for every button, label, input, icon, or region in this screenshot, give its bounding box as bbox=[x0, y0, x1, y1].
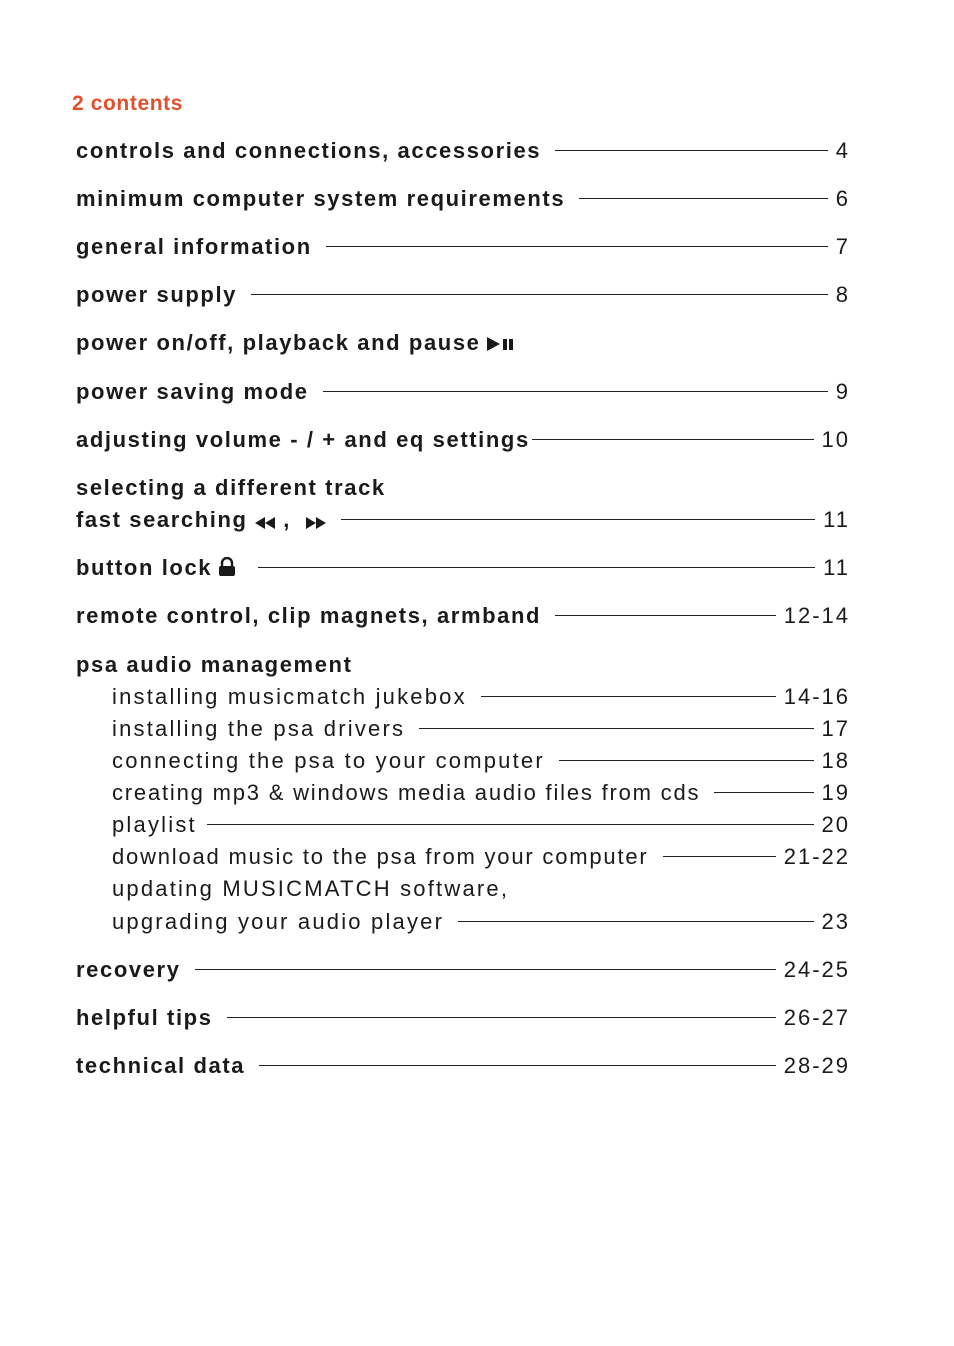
toc-leader-line bbox=[579, 198, 828, 199]
toc-leader-line bbox=[227, 1017, 776, 1018]
toc-leader-line bbox=[555, 150, 828, 151]
lock-icon bbox=[218, 557, 236, 577]
toc-subentry[interactable] bbox=[76, 838, 850, 870]
toc-entry[interactable] bbox=[76, 373, 850, 405]
toc-entry[interactable] bbox=[76, 180, 850, 212]
toc-entry[interactable] bbox=[76, 1047, 850, 1079]
toc-entry[interactable] bbox=[76, 549, 850, 581]
toc-entry-label: power supply bbox=[76, 282, 237, 307]
play-pause-icon bbox=[487, 336, 517, 352]
toc-entry[interactable] bbox=[76, 646, 850, 678]
toc-entry-text: button lock bbox=[76, 555, 213, 580]
toc-subentry[interactable] bbox=[76, 678, 850, 710]
toc-entry-text: fast searching bbox=[76, 507, 248, 532]
toc-entry-label: connecting the psa to your computer bbox=[112, 748, 545, 773]
toc-subentry[interactable] bbox=[76, 870, 850, 902]
toc-entry-label bbox=[76, 330, 517, 356]
toc-subentry[interactable] bbox=[76, 742, 850, 774]
toc-entry[interactable] bbox=[76, 132, 850, 164]
toc-entry-label bbox=[76, 555, 236, 581]
toc-leader-line bbox=[323, 391, 828, 392]
toc-entry-label: psa audio management bbox=[76, 652, 353, 677]
toc-entry-label: playlist bbox=[112, 812, 197, 837]
toc-entry-page: 20 bbox=[821, 812, 850, 837]
toc-leader-line bbox=[532, 439, 814, 440]
toc-leader-line bbox=[559, 760, 814, 761]
toc-leader-line bbox=[419, 728, 813, 729]
toc-entry-label: general information bbox=[76, 234, 312, 259]
toc-entry-label bbox=[76, 507, 327, 533]
toc-entry[interactable] bbox=[76, 501, 850, 533]
toc-leader-line bbox=[481, 696, 776, 697]
toc-entry-label: creating mp3 & windows media audio files from cds bbox=[112, 780, 701, 805]
separator-comma: , bbox=[275, 507, 299, 532]
fast-forward-icon bbox=[305, 517, 327, 529]
toc-entry[interactable] bbox=[76, 324, 850, 356]
toc-entry-page: 26-27 bbox=[783, 1005, 850, 1030]
toc-entry[interactable] bbox=[76, 469, 850, 501]
toc-entry-label: updating MUSICMATCH software, bbox=[112, 876, 510, 901]
toc-entry-label: power saving mode bbox=[76, 379, 309, 404]
toc-entry-label: minimum computer system requirements bbox=[76, 186, 566, 211]
toc-leader-line bbox=[258, 567, 815, 568]
toc-entry-label: selecting a different track bbox=[76, 475, 386, 500]
toc-entry-page: 24-25 bbox=[783, 957, 850, 982]
toc-leader-line bbox=[341, 519, 815, 520]
toc-subentry[interactable] bbox=[76, 903, 850, 935]
toc-entry-label: recovery bbox=[76, 957, 181, 982]
toc-entry-page: 28-29 bbox=[783, 1053, 850, 1078]
toc-entry-page: 6 bbox=[835, 186, 850, 211]
table-of-contents bbox=[76, 0, 850, 1346]
toc-entry-page: 12-14 bbox=[783, 603, 850, 628]
toc-subentry[interactable] bbox=[76, 774, 850, 806]
toc-entry[interactable] bbox=[76, 951, 850, 983]
toc-entry-page: 4 bbox=[835, 138, 850, 163]
toc-leader-line bbox=[207, 824, 814, 825]
toc-leader-line bbox=[458, 921, 813, 922]
toc-leader-line bbox=[251, 294, 828, 295]
toc-entry-page: 11 bbox=[823, 507, 850, 532]
toc-leader-line bbox=[663, 856, 776, 857]
toc-entry-page: 18 bbox=[821, 748, 850, 773]
toc-entry-label: installing the psa drivers bbox=[112, 716, 406, 741]
toc-leader-line bbox=[714, 792, 813, 793]
toc-entry-label: controls and connections, accessories bbox=[76, 138, 542, 163]
toc-entry[interactable] bbox=[76, 276, 850, 308]
toc-subentry[interactable] bbox=[76, 710, 850, 742]
toc-entry-page: 7 bbox=[835, 234, 850, 259]
toc-entry-page: 17 bbox=[821, 716, 850, 741]
toc-entry-page: 21-22 bbox=[783, 844, 850, 869]
toc-entry-label: technical data bbox=[76, 1053, 246, 1078]
toc-entry-text: power on/off, playback and pause bbox=[76, 330, 481, 355]
toc-entry-label: download music to the psa from your computer bbox=[112, 844, 649, 869]
toc-entry-label: adjusting volume - / + and eq settings bbox=[76, 427, 530, 452]
toc-subentry[interactable] bbox=[76, 806, 850, 838]
toc-entry[interactable] bbox=[76, 999, 850, 1031]
page-title: 2 contents bbox=[72, 92, 184, 115]
toc-entry-page: 14-16 bbox=[783, 684, 850, 709]
toc-leader-line bbox=[326, 246, 828, 247]
toc-entry-page: 10 bbox=[821, 427, 850, 452]
toc-entry-page: 11 bbox=[823, 555, 850, 580]
toc-entry[interactable] bbox=[76, 597, 850, 629]
toc-entry-page: 9 bbox=[835, 379, 850, 404]
toc-entry-page: 23 bbox=[821, 909, 850, 934]
toc-leader-line bbox=[259, 1065, 776, 1066]
toc-entry-label: remote control, clip magnets, armband bbox=[76, 603, 542, 628]
toc-entry[interactable] bbox=[76, 421, 850, 453]
toc-leader-line bbox=[555, 615, 776, 616]
toc-entry-label: installing musicmatch jukebox bbox=[112, 684, 467, 709]
toc-entry[interactable] bbox=[76, 228, 850, 260]
toc-entry-label: upgrading your audio player bbox=[112, 909, 445, 934]
toc-entry-page: 8 bbox=[835, 282, 850, 307]
toc-leader-line bbox=[195, 969, 776, 970]
toc-entry-page: 19 bbox=[821, 780, 850, 805]
toc-entry-label: helpful tips bbox=[76, 1005, 213, 1030]
rewind-icon bbox=[254, 517, 276, 529]
